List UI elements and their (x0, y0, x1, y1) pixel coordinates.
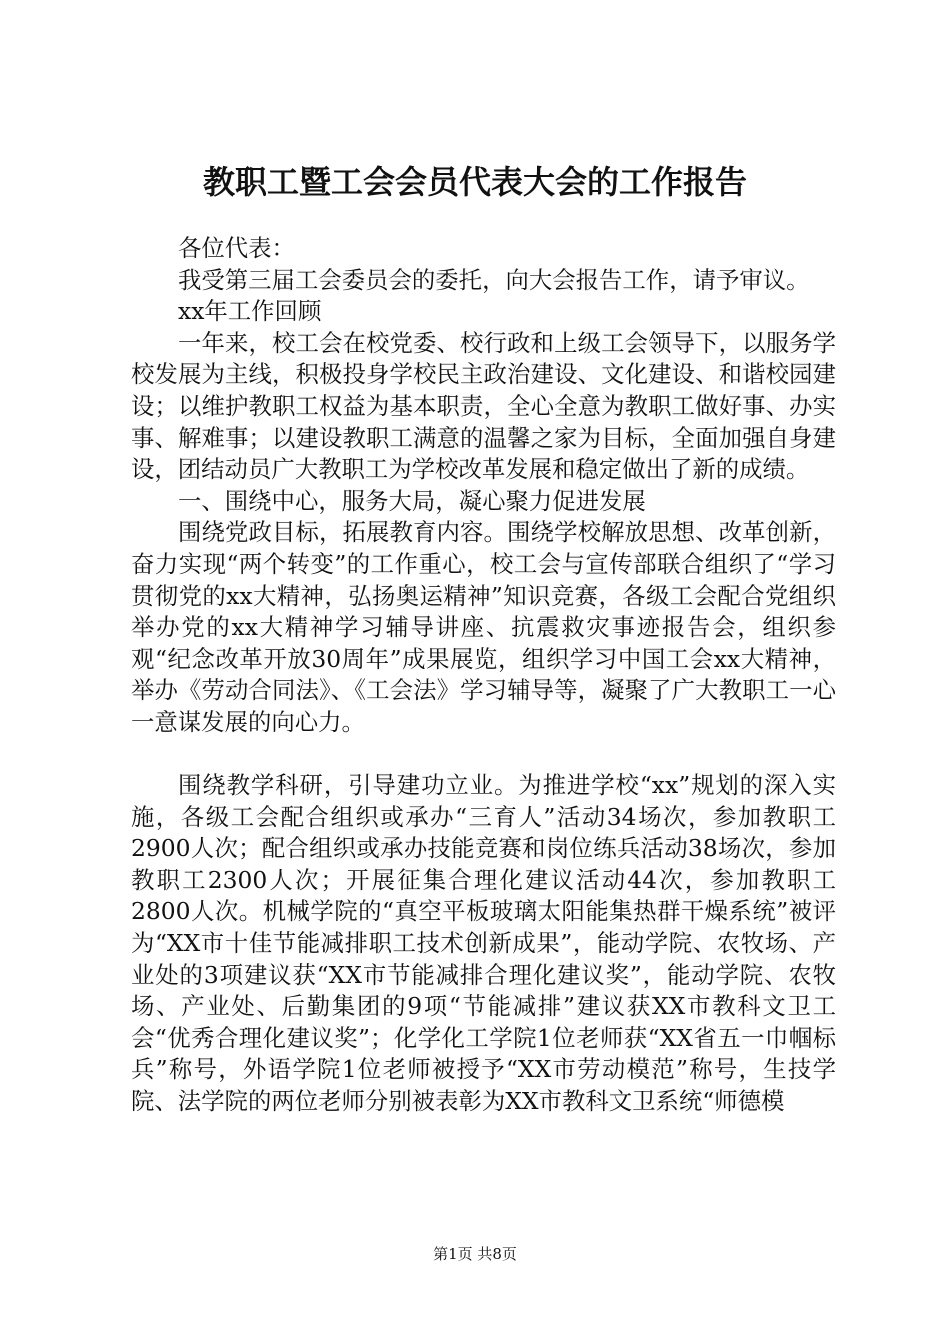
document-title: 教职工暨工会会员代表大会的工作报告 (202, 163, 747, 201)
page-footer: 第1页 共8页 (433, 1245, 517, 1263)
section-heading-review: xx年工作回顾 (178, 297, 322, 326)
body-paragraph: 围绕教学科研，引导建功立业。为推进学校“xx”规划的深入实施，各级工会配合组织或承办“三育人”活动34场次，参加教职工2900人次；配合组织或承办技能竞赛和岗位练兵活动38场次，参加教职工2300人次；开展征集合理化建议活动44次，参加教职工2800人次。机械学院的“真空平板玻璃太阳能集热群干燥系统”被评为“XX市十佳节能减排职工技术创新成果”，能动学院、农牧场、产业处的3项建议获“XX市节能减排合理化建议奖”，能动学院、农牧场、产业处、后勤集团的9项“节能减排”建议获XX市教科文卫工会“优秀合理化建议奖”；化学化工学院1位老师获“XX省五一巾帼标兵”称号，外语学院1位老师被授予“XX市劳动模范”称号，生技学院、法学院的两位老师分别被表彰为XX市教科文卫系统“师德模 (131, 771, 836, 1116)
section-heading-one: 一、围绕中心，服务大局，凝心聚力促进发展 (178, 486, 646, 515)
body-paragraph: 一年来，校工会在校党委、校行政和上级工会领导下，以服务学校发展为主线，积极投身学校民主政治建设、文化建设、和谐校园建设；以维护教职工权益为基本职责，全心全意为教职工做好事、办实事、解难事；以建设教职工满意的温馨之家为目标，全面加强自身建设，团结动员广大教职工为学校改革发展和稳定做出了新的成绩。 (131, 328, 836, 484)
document-body (131, 233, 836, 1118)
salutation-paragraph: 各位代表： (178, 234, 295, 262)
body-paragraph: 围绕党政目标，拓展教育内容。围绕学校解放思想、改革创新，奋力实现“两个转变”的工作重心，校工会与宣传部联合组织了“学习贯彻党的xx大精神，弘扬奥运精神”知识竞赛，各级工会配合党组织举办党的xx大精神学习辅导讲座、抗震救灾事迹报告会，组织参观“纪念改革开放30周年”成果展览，组织学习中国工会xx大精神，举办《劳动合同法》、《工会法》学习辅导等，凝聚了广大教职工一心一意谋发展的向心力。 (131, 518, 836, 736)
intro-paragraph: 我受第三届工会委员会的委托，向大会报告工作，请予审议。 (178, 265, 810, 294)
